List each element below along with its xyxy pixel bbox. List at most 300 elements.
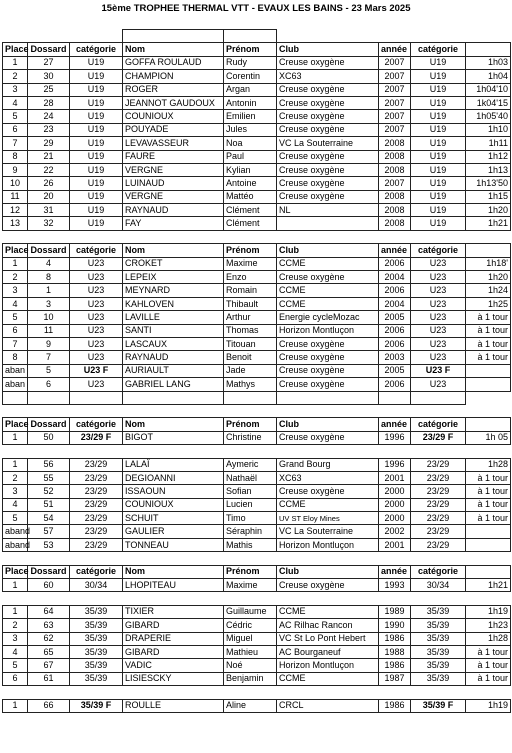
table-cell: à 1 tour — [466, 324, 511, 337]
table-row — [3, 378, 511, 391]
table-cell: U19 — [411, 96, 466, 109]
table-row — [3, 204, 511, 217]
table-cell: aband — [3, 525, 28, 538]
table-cell: 2008 — [379, 137, 411, 150]
column-header: catégorie — [411, 418, 466, 431]
spacer-cell — [224, 686, 277, 699]
table-cell: U23 — [411, 311, 466, 324]
table-cell: VERGNE — [123, 163, 224, 176]
table-cell: 4 — [3, 498, 28, 511]
table-row — [3, 431, 511, 444]
spacer-cell — [224, 552, 277, 565]
spacer-cell — [277, 445, 379, 458]
column-header: Place — [3, 43, 28, 56]
table-cell: U23 — [70, 284, 123, 297]
table-cell: DRAPERIE — [123, 632, 224, 645]
table-cell: 35/39 — [70, 619, 123, 632]
spacer-cell — [466, 230, 511, 243]
table-cell: U19 — [70, 70, 123, 83]
table-cell: 2001 — [379, 471, 411, 484]
table-cell: 1990 — [379, 619, 411, 632]
spacer-cell — [3, 404, 28, 417]
table-cell: 35/39 — [70, 605, 123, 618]
table-cell: Creuse oxygène — [277, 110, 379, 123]
table-cell: 62 — [28, 632, 70, 645]
spacer-cell — [28, 592, 70, 605]
table-cell: 30/34 — [70, 579, 123, 592]
table-cell: 2 — [3, 271, 28, 284]
table-cell: U23 — [411, 284, 466, 297]
table-cell: 1986 — [379, 632, 411, 645]
table-cell: 25 — [28, 83, 70, 96]
table-row — [3, 96, 511, 109]
spacer-cell — [70, 592, 123, 605]
table-cell: 55 — [28, 471, 70, 484]
table-cell: VC La Souterraine — [277, 525, 379, 538]
table-cell: 11 — [28, 324, 70, 337]
table-cell: 35/39 — [411, 672, 466, 685]
table-cell: Thibault — [224, 297, 277, 310]
table-cell: U23 — [70, 297, 123, 310]
column-header: catégorie — [70, 244, 123, 257]
spacer-cell — [123, 404, 224, 417]
table-cell: VC La Souterraine — [277, 137, 379, 150]
table-cell: 1h11 — [466, 137, 511, 150]
table-cell: BIGOT — [123, 431, 224, 444]
table-row — [3, 512, 511, 525]
table-cell: Creuse oxygène — [277, 271, 379, 284]
table-cell: 2007 — [379, 70, 411, 83]
table-cell: GOFFA ROULAUD — [123, 56, 224, 69]
table-cell: 6 — [28, 378, 70, 391]
table-row — [3, 123, 511, 136]
table-row — [3, 471, 511, 484]
spacer-cell — [3, 230, 28, 243]
table-row — [3, 699, 511, 712]
spacer-cell — [277, 30, 379, 43]
table-cell: 2000 — [379, 512, 411, 525]
table-cell: Antoine — [224, 177, 277, 190]
table-cell: 23/29 — [411, 458, 466, 471]
table-cell: U19 — [411, 70, 466, 83]
spacer-cell — [3, 686, 28, 699]
column-header: Prénom — [224, 43, 277, 56]
table-cell: U19 — [70, 137, 123, 150]
column-header: Place — [3, 418, 28, 431]
table-cell: 1 — [3, 579, 28, 592]
spacer-cell — [28, 30, 70, 43]
table-cell: 35/39 — [70, 632, 123, 645]
table-cell: U23 — [411, 351, 466, 364]
table-cell: 3 — [3, 485, 28, 498]
table-cell: U19 — [411, 110, 466, 123]
column-header: année — [379, 565, 411, 578]
table-row — [3, 458, 511, 471]
table-cell: 54 — [28, 512, 70, 525]
table-cell: Mathys — [224, 378, 277, 391]
table-cell: Creuse oxygène — [277, 579, 379, 592]
table-cell: 1h28 — [466, 458, 511, 471]
table-cell: 2004 — [379, 271, 411, 284]
table-cell: LHOPITEAU — [123, 579, 224, 592]
table-cell: 52 — [28, 485, 70, 498]
table-cell: Clément — [224, 204, 277, 217]
table-cell: XC63 — [277, 471, 379, 484]
column-header — [466, 244, 511, 257]
table-row — [3, 284, 511, 297]
table-row — [3, 632, 511, 645]
column-header: Nom — [123, 43, 224, 56]
table-cell: Creuse oxygène — [277, 150, 379, 163]
header-row — [3, 418, 511, 431]
table-cell: 1987 — [379, 672, 411, 685]
table-cell: 35/39 F — [411, 699, 466, 712]
column-header: Nom — [123, 418, 224, 431]
table-cell: 1h12 — [466, 150, 511, 163]
table-row — [3, 498, 511, 511]
table-cell — [277, 217, 379, 230]
table-cell: 20 — [28, 190, 70, 203]
header-row — [3, 43, 511, 56]
spacer-cell — [123, 30, 224, 43]
table-cell: 23/29 — [411, 485, 466, 498]
table-cell: Séraphin — [224, 525, 277, 538]
table-cell: Enzo — [224, 271, 277, 284]
table-cell: U23 — [70, 271, 123, 284]
spacer-cell — [277, 686, 379, 699]
spacer-cell — [379, 391, 411, 404]
table-cell: 63 — [28, 619, 70, 632]
table-cell: Titouan — [224, 337, 277, 350]
table-cell: 30 — [28, 70, 70, 83]
table-cell: 2004 — [379, 297, 411, 310]
table-cell: Creuse oxygène — [277, 431, 379, 444]
table-cell: 3 — [3, 83, 28, 96]
table-cell: à 1 tour — [466, 485, 511, 498]
table-cell: U23 F — [411, 364, 466, 377]
spacer-cell — [466, 552, 511, 565]
column-header: catégorie — [70, 43, 123, 56]
table-cell: ROULLE — [123, 699, 224, 712]
table-cell: 1 — [3, 56, 28, 69]
table-cell: Mathis — [224, 538, 277, 551]
spacer-cell — [277, 592, 379, 605]
table-cell: 35/39 F — [70, 699, 123, 712]
column-header: catégorie — [70, 418, 123, 431]
spacer-cell — [379, 230, 411, 243]
table-cell: 2008 — [379, 217, 411, 230]
table-cell: 2007 — [379, 96, 411, 109]
spacer-cell — [379, 592, 411, 605]
table-cell: Cédric — [224, 619, 277, 632]
table-cell: 23/29 — [411, 471, 466, 484]
table-row — [3, 605, 511, 618]
table-cell: U19 — [411, 217, 466, 230]
table-cell: 1k04'15 — [466, 96, 511, 109]
table-cell: Corentin — [224, 70, 277, 83]
spacer-cell — [3, 445, 28, 458]
table-cell: 1h13'50 — [466, 177, 511, 190]
table-cell: Horizon Montluçon — [277, 538, 379, 551]
column-header: catégorie — [411, 43, 466, 56]
column-header: Place — [3, 565, 28, 578]
table-cell: à 1 tour — [466, 498, 511, 511]
spacer-cell — [411, 30, 466, 43]
table-cell: U23 — [70, 337, 123, 350]
spacer-cell — [224, 30, 277, 43]
table-cell: 1h24 — [466, 284, 511, 297]
table-cell: 8 — [28, 271, 70, 284]
spacer-cell — [3, 592, 28, 605]
table-cell: aband — [3, 538, 28, 551]
spacer-row — [3, 592, 511, 605]
table-cell: U23 — [411, 337, 466, 350]
table-cell: Creuse oxygène — [277, 56, 379, 69]
table-cell: Arthur — [224, 311, 277, 324]
table-cell: CCME — [277, 498, 379, 511]
table-cell: VC St Lo Pont Hebert — [277, 632, 379, 645]
table-cell: U19 — [411, 163, 466, 176]
table-cell: U23 — [411, 297, 466, 310]
table-cell: 8 — [3, 150, 28, 163]
table-cell: KAHLOVEN — [123, 297, 224, 310]
table-cell: RAYNAUD — [123, 204, 224, 217]
table-cell: 1 — [28, 284, 70, 297]
table-cell: Aline — [224, 699, 277, 712]
table-cell: 24 — [28, 110, 70, 123]
spacer-cell — [224, 230, 277, 243]
table-cell: Timo — [224, 512, 277, 525]
spacer-cell — [70, 230, 123, 243]
spacer-cell — [28, 404, 70, 417]
table-cell: 23/29 — [411, 512, 466, 525]
spacer-cell — [411, 391, 466, 404]
table-cell — [466, 378, 511, 391]
table-cell: Benoit — [224, 351, 277, 364]
table-cell: AURIAULT — [123, 364, 224, 377]
table-cell: Creuse oxygène — [277, 96, 379, 109]
table-cell: Maxime — [224, 579, 277, 592]
table-cell: 2008 — [379, 163, 411, 176]
table-cell: 4 — [3, 645, 28, 658]
table-cell: 1h20 — [466, 204, 511, 217]
table-cell: VADIC — [123, 659, 224, 672]
table-cell: 1h15 — [466, 190, 511, 203]
table-cell: 1 — [3, 458, 28, 471]
table-cell: 1h21 — [466, 217, 511, 230]
table-cell: CCME — [277, 257, 379, 270]
table-cell: 1h20 — [466, 271, 511, 284]
table-cell: Horizon Montluçon — [277, 324, 379, 337]
table-cell: 9 — [28, 337, 70, 350]
table-cell: Mathieu — [224, 645, 277, 658]
table-cell: 5 — [3, 659, 28, 672]
table-cell: 12 — [3, 204, 28, 217]
table-cell: Sofian — [224, 485, 277, 498]
table-cell: à 1 tour — [466, 471, 511, 484]
table-cell: 2007 — [379, 83, 411, 96]
table-cell: Paul — [224, 150, 277, 163]
table-cell: Argan — [224, 83, 277, 96]
table-cell: COUNIOUX — [123, 110, 224, 123]
table-cell: U19 — [411, 137, 466, 150]
table-cell: MEYNARD — [123, 284, 224, 297]
table-row — [3, 579, 511, 592]
table-cell: aban — [3, 378, 28, 391]
spacer-cell — [70, 404, 123, 417]
table-cell: Creuse oxygène — [277, 337, 379, 350]
column-header: Club — [277, 418, 379, 431]
table-cell: Creuse oxygène — [277, 378, 379, 391]
table-cell: Grand Bourg — [277, 458, 379, 471]
table-cell: 1h05'40 — [466, 110, 511, 123]
spacer-cell — [224, 404, 277, 417]
spacer-cell — [3, 30, 28, 43]
column-header: Club — [277, 565, 379, 578]
column-header: Prénom — [224, 565, 277, 578]
table-cell: FAY — [123, 217, 224, 230]
table-cell: Creuse oxygène — [277, 163, 379, 176]
table-cell: à 1 tour — [466, 659, 511, 672]
column-header — [466, 418, 511, 431]
table-cell: LEPEIX — [123, 271, 224, 284]
spacer-cell — [411, 686, 466, 699]
table-cell: NL — [277, 204, 379, 217]
table-cell: 2006 — [379, 257, 411, 270]
table-cell: UV ST Eloy Mines — [277, 512, 379, 525]
table-cell: 10 — [28, 311, 70, 324]
table-row — [3, 217, 511, 230]
table-cell: 51 — [28, 498, 70, 511]
table-cell: 35/39 — [411, 645, 466, 658]
table-cell: à 1 tour — [466, 351, 511, 364]
table-cell: U19 — [411, 190, 466, 203]
table-cell: 10 — [3, 177, 28, 190]
spacer-cell — [411, 552, 466, 565]
spacer-cell — [70, 391, 123, 404]
table-cell: 2008 — [379, 150, 411, 163]
table-cell: 5 — [3, 311, 28, 324]
table-cell: Creuse oxygène — [277, 351, 379, 364]
table-cell: VERGNE — [123, 190, 224, 203]
table-cell: 65 — [28, 645, 70, 658]
table-cell: Creuse oxygène — [277, 83, 379, 96]
table-cell: aban — [3, 364, 28, 377]
table-cell: 35/39 — [411, 605, 466, 618]
table-cell: Jade — [224, 364, 277, 377]
table-cell: CCME — [277, 605, 379, 618]
table-cell: 5 — [3, 110, 28, 123]
table-cell: 1h19 — [466, 605, 511, 618]
table-cell: 1989 — [379, 605, 411, 618]
table-cell: 57 — [28, 525, 70, 538]
spacer-cell — [379, 552, 411, 565]
table-cell: 1993 — [379, 579, 411, 592]
table-cell: 35/39 — [70, 645, 123, 658]
table-cell: FAURE — [123, 150, 224, 163]
table-cell: Emilien — [224, 110, 277, 123]
table-cell: 2008 — [379, 204, 411, 217]
spacer-cell — [466, 686, 511, 699]
table-cell: LISIESCKY — [123, 672, 224, 685]
table-cell: 26 — [28, 177, 70, 190]
table-cell: U19 — [411, 83, 466, 96]
table-cell: à 1 tour — [466, 672, 511, 685]
table-row — [3, 70, 511, 83]
table-cell: 4 — [28, 257, 70, 270]
table-cell: 21 — [28, 150, 70, 163]
table-cell: 1996 — [379, 458, 411, 471]
table-cell: 23/29 — [70, 458, 123, 471]
table-cell: Nathaël — [224, 471, 277, 484]
table-cell: U23 — [70, 378, 123, 391]
table-cell: 23/29 — [70, 512, 123, 525]
table-cell: U19 — [70, 96, 123, 109]
table-cell: 23/29 — [411, 538, 466, 551]
spacer-row — [3, 445, 511, 458]
table-cell: Creuse oxygène — [277, 364, 379, 377]
table-cell: 23/29 — [70, 525, 123, 538]
table-cell: Guillaume — [224, 605, 277, 618]
table-cell: Romain — [224, 284, 277, 297]
table-cell: AC Rilhac Rancon — [277, 619, 379, 632]
table-cell: U19 — [70, 190, 123, 203]
table-cell: à 1 tour — [466, 645, 511, 658]
table-cell: 1 — [3, 257, 28, 270]
spacer-cell — [466, 391, 511, 404]
table-cell: GIBARD — [123, 619, 224, 632]
table-cell: Noa — [224, 137, 277, 150]
spacer-cell — [3, 391, 28, 404]
spacer-cell — [123, 592, 224, 605]
column-header: Dossard — [28, 418, 70, 431]
table-cell: 32 — [28, 217, 70, 230]
table-cell: 23/29 — [411, 498, 466, 511]
table-row — [3, 177, 511, 190]
column-header: catégorie — [70, 565, 123, 578]
table-cell: 9 — [3, 163, 28, 176]
table-row — [3, 163, 511, 176]
table-cell: 3 — [28, 297, 70, 310]
spacer-cell — [70, 552, 123, 565]
table-cell: LEVAVASSEUR — [123, 137, 224, 150]
table-row — [3, 485, 511, 498]
table-cell: U23 — [411, 271, 466, 284]
table-cell: U19 — [411, 150, 466, 163]
table-cell: 1 — [3, 605, 28, 618]
table-cell: 2005 — [379, 364, 411, 377]
table-cell: 2008 — [379, 190, 411, 203]
table-row — [3, 645, 511, 658]
column-header: année — [379, 43, 411, 56]
table-cell: 35/39 — [411, 659, 466, 672]
table-cell: POUYADE — [123, 123, 224, 136]
table-cell: 5 — [28, 364, 70, 377]
table-cell: 6 — [3, 123, 28, 136]
table-cell: 1988 — [379, 645, 411, 658]
table-cell: 1h21 — [466, 579, 511, 592]
table-cell: CCME — [277, 297, 379, 310]
spacer-cell — [123, 391, 224, 404]
table-cell: ROGER — [123, 83, 224, 96]
table-row — [3, 538, 511, 551]
table-cell: U19 — [411, 56, 466, 69]
table-cell: Clément — [224, 217, 277, 230]
spacer-cell — [70, 686, 123, 699]
table-cell: U19 — [70, 83, 123, 96]
table-cell: 6 — [3, 324, 28, 337]
table-cell: 60 — [28, 579, 70, 592]
